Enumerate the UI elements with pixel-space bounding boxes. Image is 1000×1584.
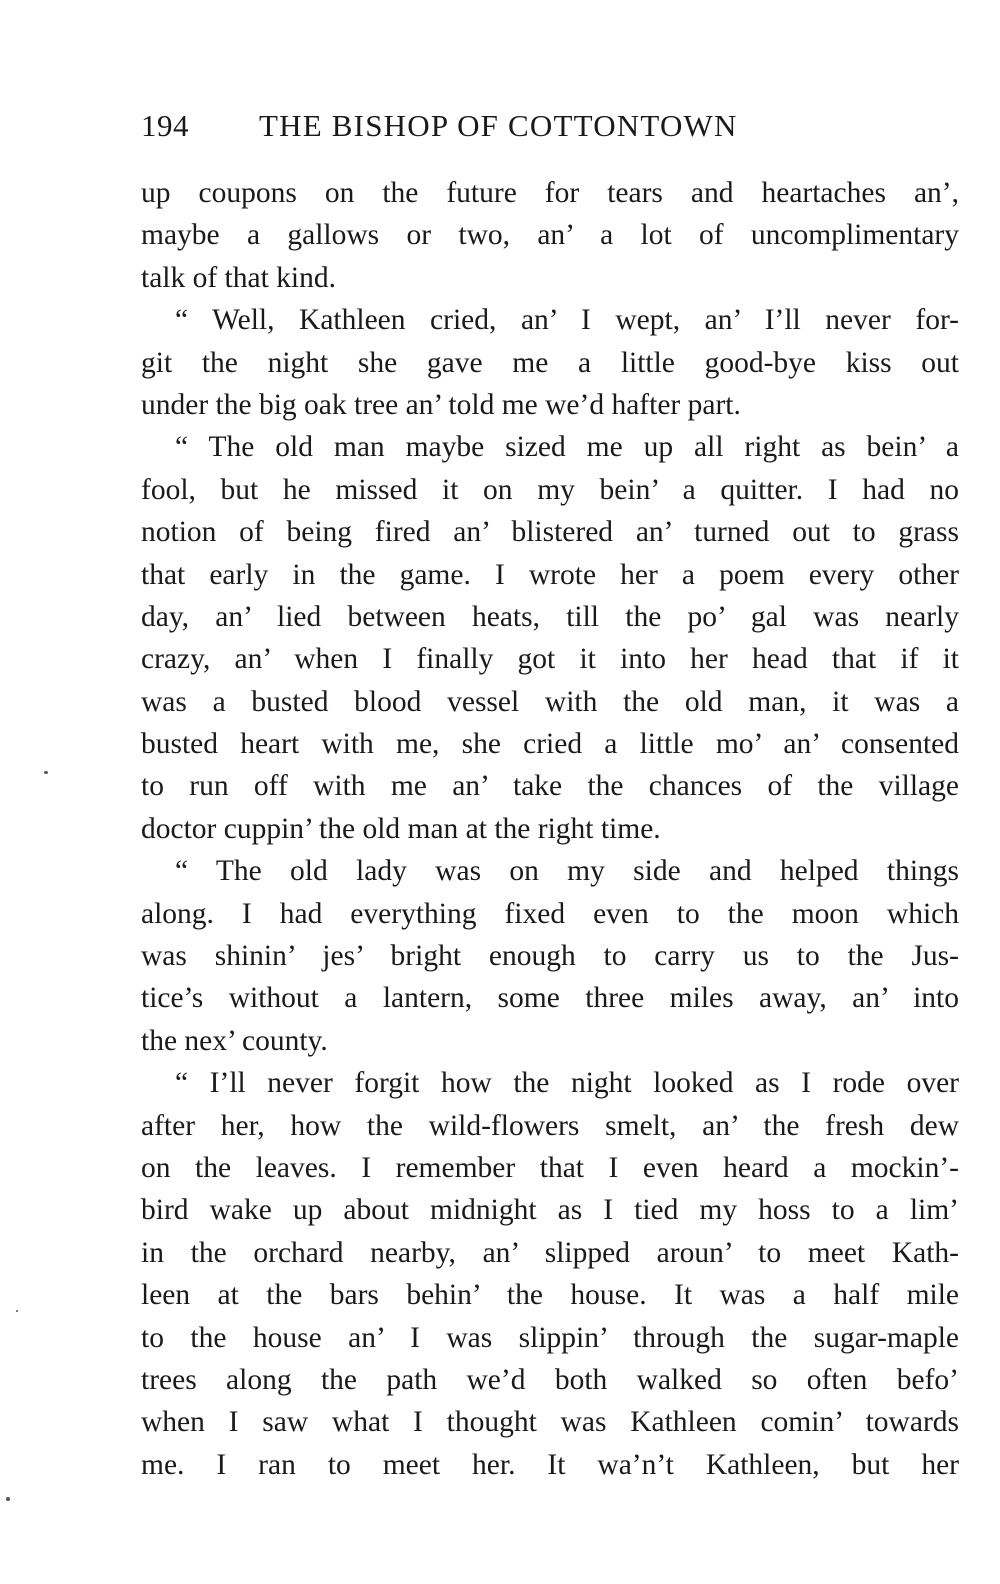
text-line: busted heart with me, she cried a little mo’ an’ consented: [141, 728, 959, 761]
text-line: git the night she gave me a little good-bye kiss out: [141, 346, 959, 379]
scan-speck: [44, 771, 48, 774]
page-number: 194: [141, 108, 189, 143]
book-title-header: THE BISHOP OF COTTONTOWN: [259, 108, 738, 143]
text-line: tice’s without a lantern, some three miles away, an’ into: [141, 982, 959, 1015]
text-line: the nex’ county.: [141, 1024, 328, 1057]
text-line: to the house an’ I was slippin’ through the sugar-maple: [141, 1321, 959, 1354]
text-line: leen at the bars behin’ the house. It was a half mile: [141, 1279, 959, 1312]
text-line: was a busted blood vessel with the old man, it was a: [141, 685, 959, 718]
text-line: trees along the path we’d both walked so often befo’: [141, 1363, 959, 1396]
text-line: to run off with me an’ take the chances of the village: [141, 770, 959, 803]
text-line: after her, how the wild-flowers smelt, an’ the fresh dew: [141, 1109, 959, 1142]
body-text: [141, 172, 959, 1486]
text-line: when I saw what I thought was Kathleen comin’ towards: [141, 1406, 959, 1439]
text-line: “ Well, Kathleen cried, an’ I wept, an’ I’ll never for-: [175, 304, 959, 337]
text-line: was shinin’ jes’ bright enough to carry us to the Jus-: [141, 940, 959, 973]
text-line: doctor cuppin’ the old man at the right time.: [141, 812, 661, 845]
scan-speck: [16, 1310, 18, 1312]
text-line: fool, but he missed it on my bein’ a quitter. I had no: [141, 473, 959, 506]
text-line: in the orchard nearby, an’ slipped aroun’ to meet Kath-: [141, 1236, 959, 1269]
text-line: crazy, an’ when I finally got it into her head that if it: [141, 643, 959, 676]
text-line: under the big oak tree an’ told me we’d hafter part.: [141, 388, 741, 421]
text-line: notion of being fired an’ blistered an’ turned out to grass: [141, 516, 959, 549]
text-line: that early in the game. I wrote her a poem every other: [141, 558, 959, 591]
running-head: [141, 108, 961, 152]
text-line: talk of that kind.: [141, 261, 336, 294]
text-line: on the leaves. I remember that I even heard a mockin’-: [141, 1151, 959, 1184]
text-line: maybe a gallows or two, an’ a lot of uncomplimentary: [141, 219, 959, 252]
text-line: “ The old man maybe sized me up all right as bein’ a: [175, 431, 959, 464]
text-line: day, an’ lied between heats, till the po’ gal was nearly: [141, 600, 959, 633]
text-line: “ The old lady was on my side and helped things: [175, 855, 959, 888]
text-line: bird wake up about midnight as I tied my hoss to a lim’: [141, 1194, 959, 1227]
scan-speck: [6, 1497, 10, 1501]
text-line: me. I ran to meet her. It wa’n’t Kathleen, but her: [141, 1448, 959, 1481]
text-line: along. I had everything fixed even to the moon which: [141, 897, 959, 930]
text-line: up coupons on the future for tears and heartaches an’,: [141, 177, 959, 209]
text-line: “ I’ll never forgit how the night looked as I rode over: [175, 1067, 959, 1100]
